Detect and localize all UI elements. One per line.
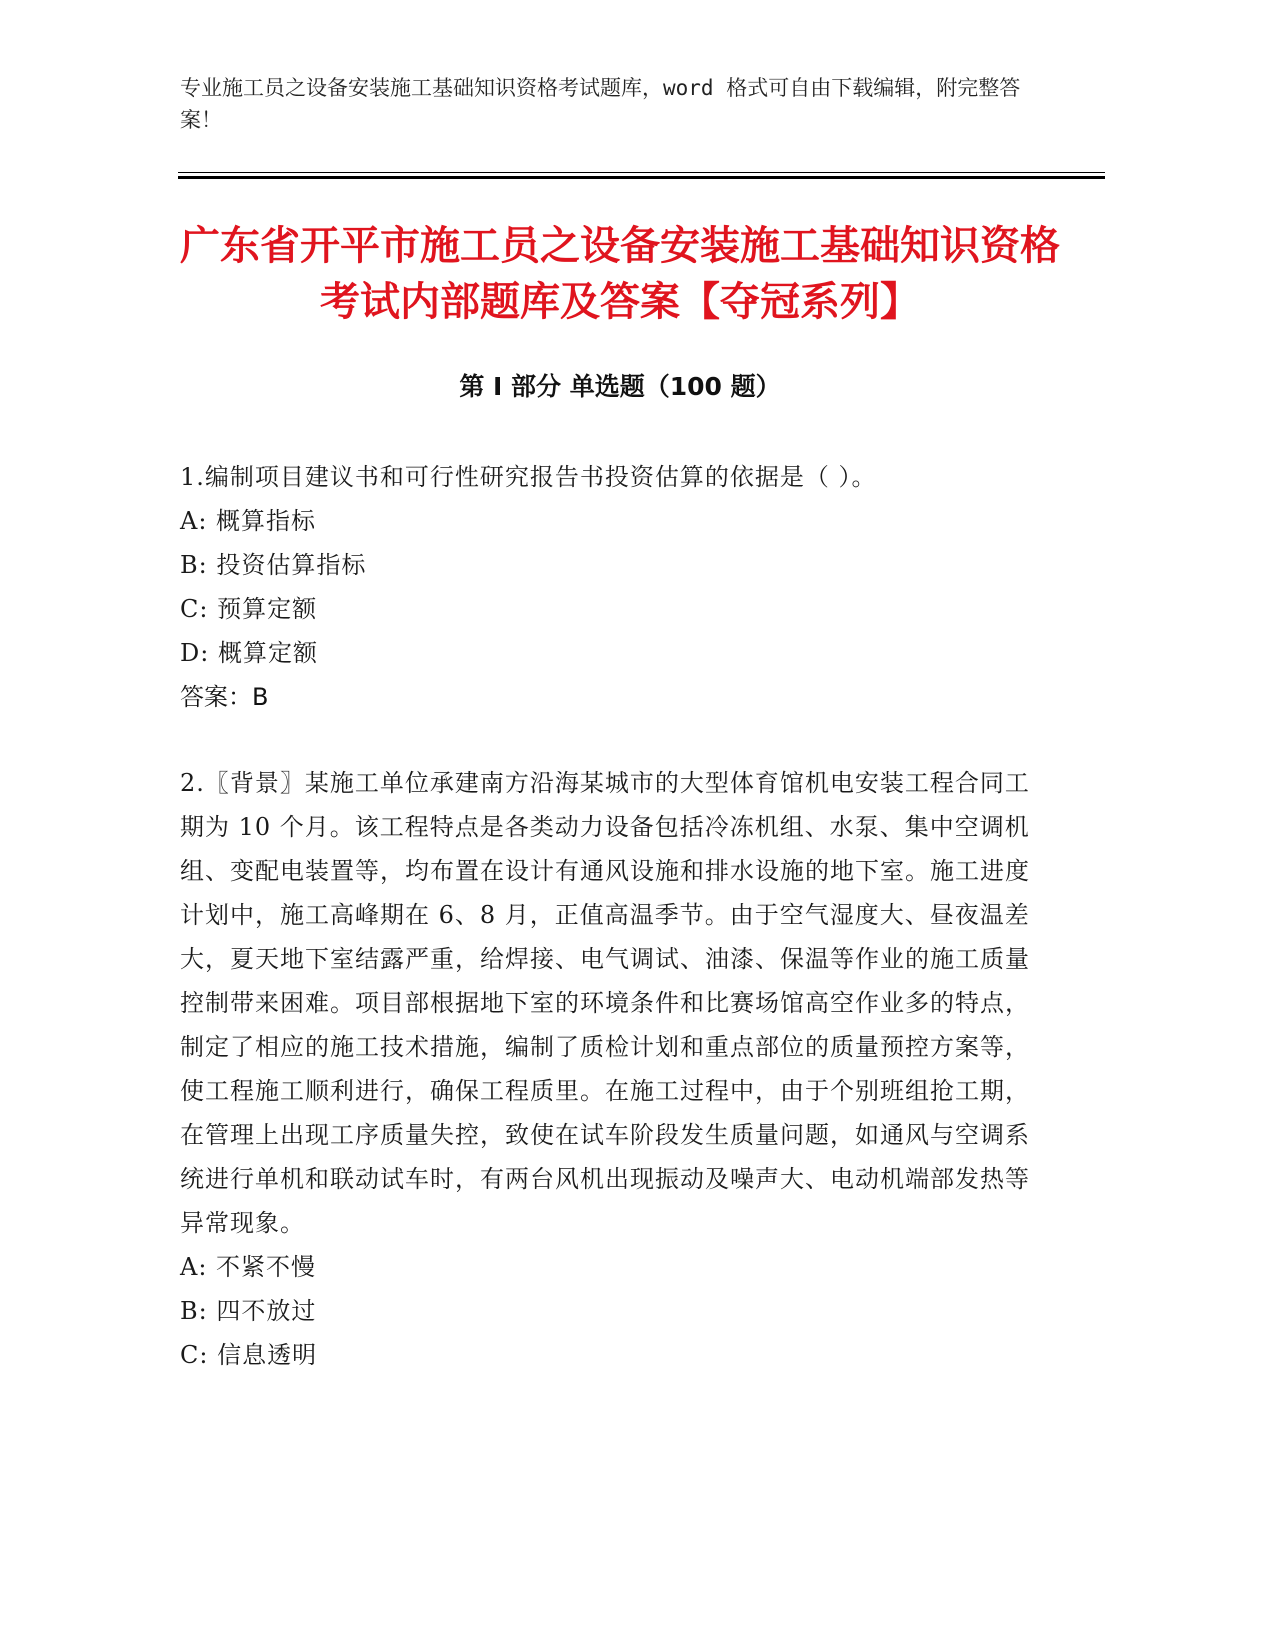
- question-2: [180, 761, 1030, 1377]
- question-1: [180, 455, 1030, 719]
- option-d: D: 概算定额: [180, 639, 318, 667]
- question-list: [180, 455, 1030, 1377]
- question-stem: 1.编制项目建议书和可行性研究报告书投资估算的依据是（ ）。: [180, 463, 877, 491]
- option-b: B: 四不放过: [180, 1297, 317, 1325]
- question-spacer: [180, 719, 1030, 761]
- option-a: A: 概算指标: [180, 507, 317, 535]
- option-b: B: 投资估算指标: [180, 551, 367, 579]
- option-c: C: 信息透明: [180, 1341, 318, 1369]
- header-note: 专业施工员之设备安装施工基础知识资格考试题库，word 格式可自由下载编辑，附完整答案！: [180, 76, 1021, 132]
- option-c: C: 预算定额: [180, 595, 318, 623]
- section-title: 第 I 部分 单选题（100 题）: [459, 372, 781, 401]
- header-rule-thick: [178, 176, 1105, 179]
- question-stem: 2.〖背景〗某施工单位承建南方沿海某城市的大型体育馆机电安装工程合同工期为 10 个月。该工程特点是各类动力设备包括冷冻机组、水泵、集中空调机组、变配电装置等，均布置在设计有通风设施和排水设施的地下室。施工进度计划中，施工高峰期在 6、8 月，正值高温季节。由于空气湿度大、昼夜温差大，夏天地下室结露严重，给焊接、电气调试、油漆、保温等作业的施工质量控制带来困难。项目部根据地下室的环境条件和比赛场馆高空作业多的特点，制定了相应的施工技术措施，编制了质检计划和重点部位的质量预控方案等，使工程施工顺利进行，确保工程质里。在施工过程中，由于个别班组抢工期，在管理上出现工序质量失控，致使在试车阶段发生质量问题，如通风与空调系统进行单机和联动试车时，有两台风机出现振动及噪声大、电动机端部发热等异常现象。: [180, 769, 1030, 1237]
- answer-label: 答案：B: [180, 683, 269, 711]
- document-title: 广东省开平市施工员之设备安装施工基础知识资格考试内部题库及答案【夺冠系列】: [180, 223, 1060, 325]
- header-rule-thin: [178, 172, 1105, 173]
- option-a: A: 不紧不慢: [180, 1253, 317, 1281]
